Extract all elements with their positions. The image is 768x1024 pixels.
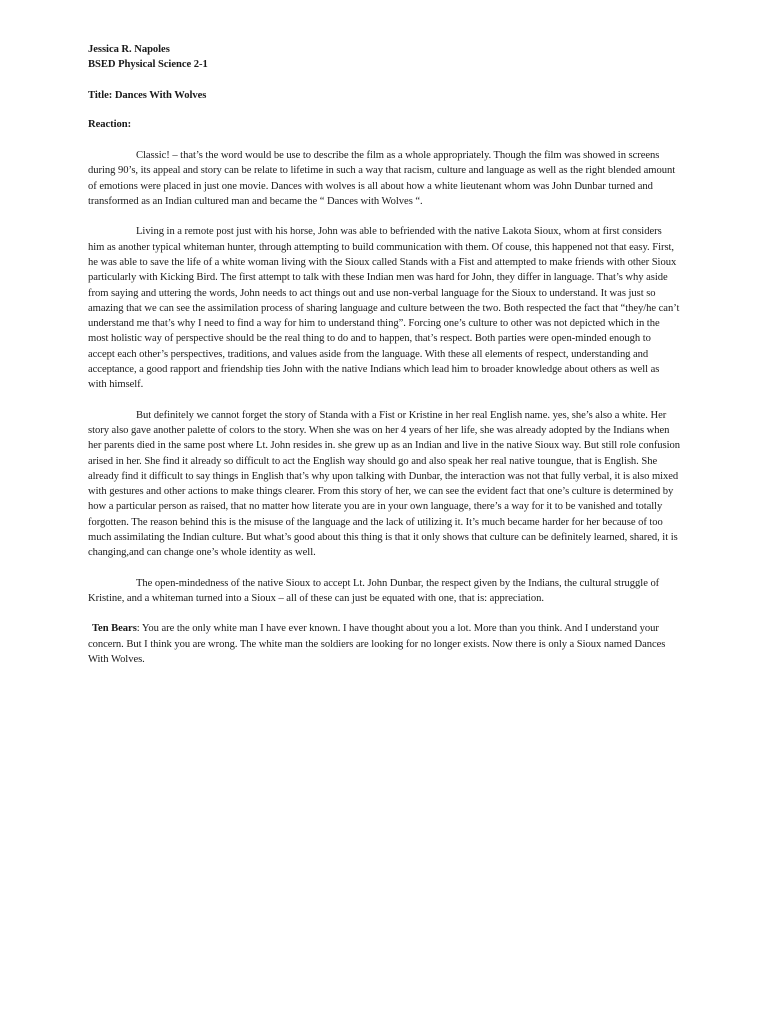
paragraph-1: Classic! – that’s the word would be use to describe the film as a whole appropriately. Though the film was showed in screens during 90’s, its appeal and story can be relate to lifetime in such a way that racism, culture and language as well as the right blended amount of emotions were placed in just one movie. Dances with wolves is all about how a white lieutenant whom was John Dunbar turned and transformed as an Indian cultured man and became the “ Dances with Wolves “.	[88, 150, 676, 208]
course-section: BSED Physical Science 2-1	[88, 59, 208, 71]
quote-text: : You are the only white man I have ever known. I have thought about you a lot. More than you think. And I understand your concern. But I think you are wrong. The white man the soldiers are looking for no longer exists. Now there is only a Sioux named Dances With Wolves.	[88, 623, 666, 665]
paragraph-3: But definitely we cannot forget the story of Standa with a Fist or Kristine in her real English name. yes, she’s also a white. Her story also gave another palette of colors to the story. When she was on her 4 years of her life, she was already adopted by the Indians when her parents died in the same post where Lt. John resides in. she grew up as an Indian and live in the native Sioux way. But still role confusion arised in her. She find it already so difficult to act the English way should go and also speak her real native toungue, that is English. She already find it difficult to say things in English that’s why upon talking with Dunbar, the interaction was not that fully verbal, it is also mixed with gestures and other actions to make things clearer. From this story of her, we can see the evident fact that one’s culture is determined by how a particular person as raised, that no matter how literate you are in your own language, there’s a way for it to be vanished and totally forgotten. The reason behind this is the misuse of the language and the lack of utilizing it. It’s much became harder for her because of too much assimilating the Indian culture. But what’s good about this thing is that it only shows that culture can be definitely learned, shared, it is changing,and can change one’s whole identity as well.	[88, 409, 680, 559]
paragraph-2: Living in a remote post just with his horse, John was able to befriended with the native Lakota Sioux, whom at first considers him as another typical whiteman hunter, through attempting to build communication with them. Of couse, this happened not that easy. First, he was able to save the life of a white woman living with the Sioux called Stands with a Fist and attempted to make friends with other Sioux particularly with Kicking Bird. The first attempt to talk with these Indian men was hard for John, they differ in language. That’s why aside from saying and uttering the words, John needs to act things out and use non-verbal language for the Sioux to understand. It was just so amazing that we can see the assimilation process of sharing language and culture between the two. Both respected the fact that “they/he can’t understand me that’s why I need to find a way for him to understand thing”. Forcing one’s culture to other was not depicted which in the most holistic way of perspective should be the real thing to do and to happen, that’s respect. Both parties were open-minded enough to accept each other’s perspectives, traditions, and values aside from the language. With these all elements of respect, understanding and acceptance, a good rapport and friendship ties John with the native Indians which lead him to broader knowledge about others as well as with himself.	[88, 226, 680, 391]
quote-speaker: Ten Bears	[92, 623, 137, 635]
reaction-heading: Reaction:	[88, 118, 132, 130]
document-title: Title: Dances With Wolves	[88, 89, 207, 101]
closing-quote	[88, 621, 680, 667]
document-page	[88, 42, 680, 667]
paragraph-4: The open-mindedness of the native Sioux to accept Lt. John Dunbar, the respect given by the Indians, the cultural struggle of Kristine, and a whiteman turned into a Sioux – all of these can just be equated with one, that is: appreciation.	[88, 577, 660, 604]
author-name: Jessica R. Napoles	[88, 44, 170, 55]
